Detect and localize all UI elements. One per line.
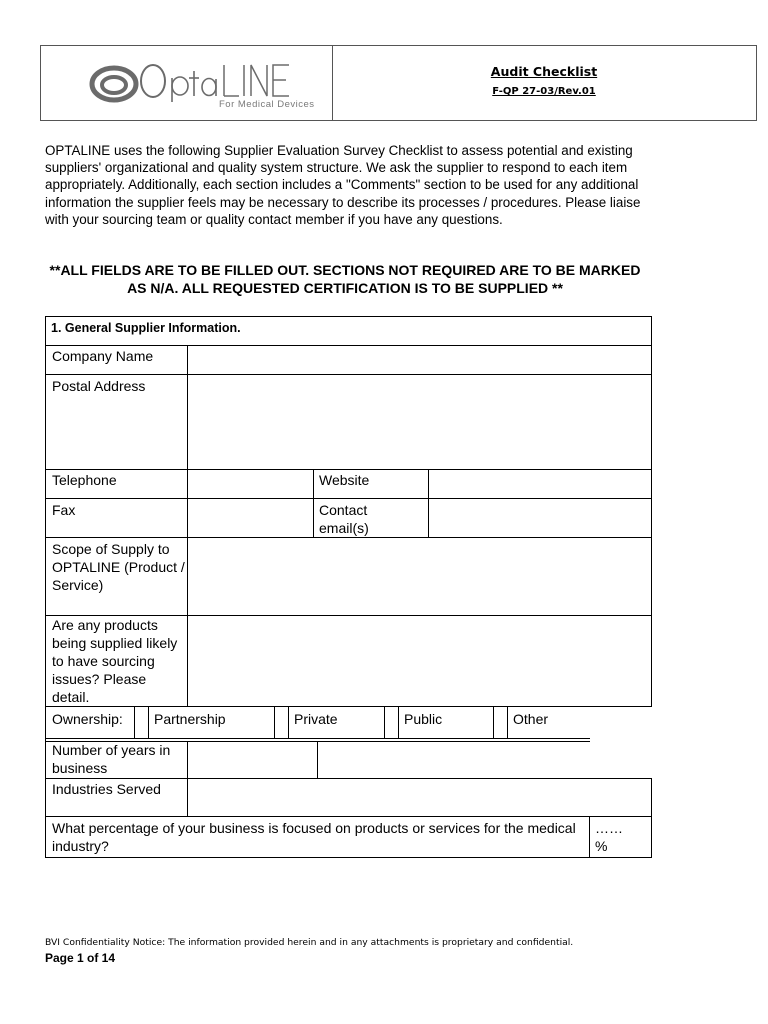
percentage-unit: % (595, 838, 608, 854)
fax-field[interactable] (191, 501, 309, 533)
grid-line (651, 778, 652, 858)
grid-line (288, 706, 289, 738)
other-checkbox[interactable] (494, 707, 507, 737)
grid-line (317, 741, 318, 778)
grid-line (589, 816, 590, 858)
grid-line (428, 469, 429, 537)
scope-of-supply-field[interactable] (191, 540, 647, 612)
other-label: Other (513, 711, 549, 727)
years-in-business-label: Number of years in business (52, 742, 171, 776)
supplier-info-form (45, 316, 652, 858)
section-title: 1. General Supplier Information. (51, 321, 241, 335)
contact-email-field[interactable] (433, 501, 647, 533)
intro-paragraph: OPTALINE uses the following Supplier Evaluation Survey Checklist to assess potential and existing suppliers' organizational and quality system structure. We ask the supplier to respond to each item appropriately. Additionally, each section includes a "Comments" section to be used for any additional information the supplier feels may be necessary to describe its processes / procedures. Please liaise with your sourcing team or quality contact member if you have any questions. (45, 143, 641, 227)
percentage-dots[interactable]: …… (595, 820, 623, 836)
website-field[interactable] (433, 471, 647, 495)
grid-line (45, 738, 590, 739)
grid-line (148, 706, 149, 738)
partnership-label: Partnership (154, 711, 226, 727)
grid-line (45, 498, 652, 499)
grid-line (45, 857, 652, 858)
company-name-label: Company Name (52, 348, 154, 364)
form-code: F-QP 27-03/Rev.01 (492, 86, 596, 97)
postal-address-label: Postal Address (52, 378, 146, 394)
public-checkbox[interactable] (385, 707, 398, 737)
grid-line (187, 741, 188, 816)
fill-notice: **ALL FIELDS ARE TO BE FILLED OUT. SECTIONS NOT REQUIRED ARE TO BE MARKED AS N/A. ALL REQUESTED CERTIFICATION IS TO BE SUPPLIED ** (49, 262, 641, 296)
telephone-field[interactable] (191, 471, 309, 495)
grid-line (507, 706, 508, 738)
grid-line (45, 345, 652, 346)
grid-line (45, 537, 652, 538)
website-label: Website (319, 472, 370, 488)
document-header (40, 45, 757, 121)
optaline-logo (87, 56, 315, 111)
industries-served-label: Industries Served (52, 781, 161, 797)
grid-line (313, 469, 314, 537)
grid-line (45, 316, 652, 317)
header-divider (332, 46, 333, 120)
private-label: Private (294, 711, 338, 727)
industries-served-field[interactable] (191, 781, 647, 813)
sourcing-issues-field[interactable] (191, 618, 647, 702)
partnership-checkbox[interactable] (135, 707, 148, 737)
grid-line (45, 316, 46, 858)
ownership-label: Ownership: (52, 711, 123, 727)
years-in-business-field[interactable] (191, 743, 313, 775)
grid-line (45, 778, 652, 779)
page-number: Page 1 of 14 (45, 951, 116, 965)
private-checkbox[interactable] (275, 707, 288, 737)
fax-label: Fax (52, 502, 76, 518)
telephone-label: Telephone (52, 472, 117, 488)
grid-line (187, 345, 188, 706)
postal-address-field[interactable] (191, 377, 647, 465)
grid-line (45, 374, 652, 375)
scope-of-supply-label: Scope of Supply to OPTALINE (Product / Service) (52, 541, 185, 593)
medical-percentage-question: What percentage of your business is focused on products or services for the medical industry? (52, 820, 576, 854)
contact-email-label: Contact email(s) (319, 502, 369, 536)
public-label: Public (404, 711, 443, 727)
logo-tagline: For Medical Devices (219, 99, 315, 110)
sourcing-issues-label: Are any products being supplied likely to have sourcing issues? Please detail. (52, 617, 178, 705)
grid-line (45, 816, 652, 817)
confidentiality-notice: BVI Confidentiality Notice: The information provided herein and in any attachments is proprietary and confidential. (45, 937, 574, 948)
grid-line (45, 469, 652, 470)
grid-line (651, 316, 652, 706)
company-name-field[interactable] (191, 347, 647, 371)
grid-line (398, 706, 399, 738)
document-title: Audit Checklist (490, 64, 598, 79)
